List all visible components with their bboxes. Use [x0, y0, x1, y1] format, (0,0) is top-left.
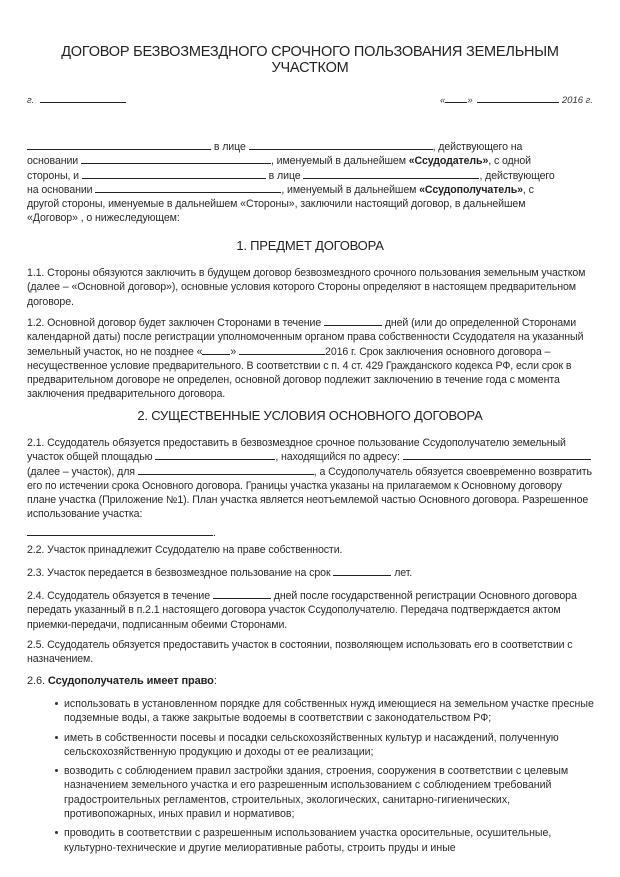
party-lender: «Ссудодатель»	[408, 155, 489, 168]
text: , с	[522, 183, 534, 196]
blank	[81, 154, 271, 164]
clause-2-2: 2.2. Участок принадлежит Ссудодателю на праве собственности.	[27, 544, 343, 556]
text: 2.4. Ссудодатель обязуется в течение	[27, 590, 211, 602]
blank	[303, 169, 479, 179]
text: , с одной	[488, 155, 531, 168]
text: основании	[27, 155, 79, 168]
blank	[82, 169, 266, 179]
area-blank	[155, 450, 275, 460]
city-blank	[40, 93, 126, 103]
clause-2-3	[27, 566, 593, 580]
place-field	[27, 93, 126, 106]
text: , именуемый в дальнейшем	[270, 155, 406, 168]
text: , а Ссудополучатель обязуется своевременно возвратить его по истечении срока Основного договора. Границы участка указаны на прилагаемом к Основному договору плане участка (Приложение №1). План участка является неотъемлемой частью Основного договора. Разрешенное использование участка:	[27, 465, 592, 521]
date-field	[440, 93, 593, 106]
section-2-heading: 2. СУЩЕСТВЕННЫЕ УСЛОВИЯ ОСНОВНОГО ДОГОВОРА	[137, 408, 483, 423]
section-1-heading: 1. ПРЕДМЕТ ДОГОВОРА	[236, 238, 384, 253]
date-year: 2016 г.	[561, 95, 593, 106]
clause-2-5: 2.5. Ссудодатель обязуется предоставить участок в состоянии, позволяющем использовать его в соответствии с назначением.	[27, 639, 573, 666]
text: возводить с соблюдением правил застройки здания, строения, сооружения в соответствии с целевым назначением земельного участка и его разрешенным использованием с соблюдением требований градостроительных регламентов, строительных, экологических, санитарно-гигиенических, противопожарных, иных правил и нормативов;	[64, 765, 569, 821]
text: 2016 г. Срок заключения основного договора – несущественное условие предварительного. В соответствии с п. 4 ст. 429 Гражданского кодекса РФ, если срок в предварительном договоре не определен, основной договор подлежит заключению в течение года с момента заключения предварительного договора.	[27, 345, 572, 401]
days-blank	[324, 316, 382, 326]
list-item	[55, 826, 595, 855]
bullet-icon	[55, 769, 58, 772]
text: иметь в собственности посевы и посадки сельскохозяйственных культур и насаждений, полученную сельскохозяйственную продукцию и доходы от ее реализации;	[64, 731, 559, 758]
date-close-quote: »	[467, 95, 473, 106]
text: (далее – участок), для	[27, 465, 135, 478]
bullet-icon	[55, 702, 58, 705]
text: 2.6.	[27, 675, 45, 687]
text: дней после государственной регистрации Основного договора передать указанный в п.2.1 настоящего договора участок Ссудополучателю. Передача подтверждается актом приемки-передачи, подписанным обеими Сторонами.	[27, 590, 577, 631]
text: на основании	[27, 183, 93, 196]
text: стороны, и	[27, 169, 79, 182]
title-line-2: УЧАСТКОМ	[271, 60, 349, 76]
permitted-use-blank	[27, 526, 213, 536]
preamble-line-4	[27, 183, 593, 197]
text: дней (или до определенной Сторонами календарной даты) после регистрации уполномоченным органом права собственности Ссудодателя на указанный земельный участок, но не позднее «	[27, 317, 584, 358]
text: в лице	[213, 141, 246, 153]
party-borrower: «Ссудополучатель»	[419, 183, 523, 196]
text: :	[213, 675, 217, 687]
text: , именуемый в дальнейшем	[281, 183, 417, 196]
city-label: г.	[27, 95, 35, 106]
text: использовать в установленном порядке для собственных нужд имеющиеся на земельном участке пресные подземные воды, а также закрытые водоемы в соответствии с законодательством РФ;	[64, 698, 594, 725]
date-open-quote: «	[440, 95, 446, 106]
text: 2.3. Участок передается в безвозмездное пользование на срок	[27, 567, 331, 579]
text: 1.2. Основной договор будет заключен Сторонами в течение	[27, 317, 322, 329]
text: , находящийся по адресу:	[275, 451, 400, 464]
text: »	[230, 345, 237, 358]
blank	[249, 140, 433, 150]
clause-2-1	[27, 436, 593, 540]
borrower-rights-list	[55, 697, 595, 860]
text: , действующего	[479, 169, 555, 182]
preamble-line-5: другой стороны, именуемые в дальнейшем «Стороны», заключили настоящий договор, в дальнейшем	[27, 198, 526, 211]
borrower-rights-label: Ссудополучатель имеет право	[47, 675, 214, 687]
preamble-line-2	[27, 154, 593, 168]
list-item	[55, 697, 595, 726]
bullet-icon	[55, 736, 58, 739]
bullet-icon	[55, 831, 58, 834]
preamble	[27, 140, 593, 226]
blank	[95, 183, 281, 193]
document-title	[0, 44, 620, 76]
blank	[27, 140, 211, 150]
preamble-line-6: «Договор» , о нижеследующем:	[27, 212, 180, 225]
address-blank	[403, 450, 591, 460]
month-blank	[477, 93, 559, 103]
permitted-use-line	[27, 526, 593, 540]
text: 2.1. Ссудодатель обязуется предоставить в безвозмездное срочное пользование Ссудополучателю земельный участок общей площадью	[27, 437, 566, 464]
month-blank	[239, 345, 325, 355]
preamble-line-1	[27, 140, 593, 154]
clause-2-6	[27, 674, 593, 688]
list-item	[55, 731, 595, 760]
day-blank	[445, 93, 467, 103]
day-blank	[202, 345, 230, 355]
clause-1-2	[27, 316, 593, 402]
list-item	[55, 764, 595, 821]
purpose-blank	[138, 465, 314, 475]
title-line-1: ДОГОВОР БЕЗВОЗМЕЗДНОГО СРОЧНОГО ПОЛЬЗОВАНИЯ ЗЕМЕЛЬНЫМ	[61, 44, 559, 60]
days-blank	[213, 589, 271, 599]
text: лет.	[394, 567, 413, 579]
term-blank	[333, 566, 391, 576]
preamble-line-3	[27, 169, 593, 183]
clause-1-1: 1.1. Стороны обязуются заключить в будущем договор безвозмездного срочного пользования земельным участком (далее – «Основной договор»), основные условия которого Стороны определяют в настоящем предварительном договоре.	[27, 267, 586, 308]
text: .	[213, 526, 216, 539]
clause-2-4	[27, 589, 593, 632]
text: , действующего на	[432, 141, 523, 153]
text: в лице	[268, 169, 301, 182]
text: проводить в соответствии с разрешенным использованием участка оросительные, осушительные, культурно-технические и другие мелиоративные работы, строить пруды и иные	[64, 827, 552, 854]
